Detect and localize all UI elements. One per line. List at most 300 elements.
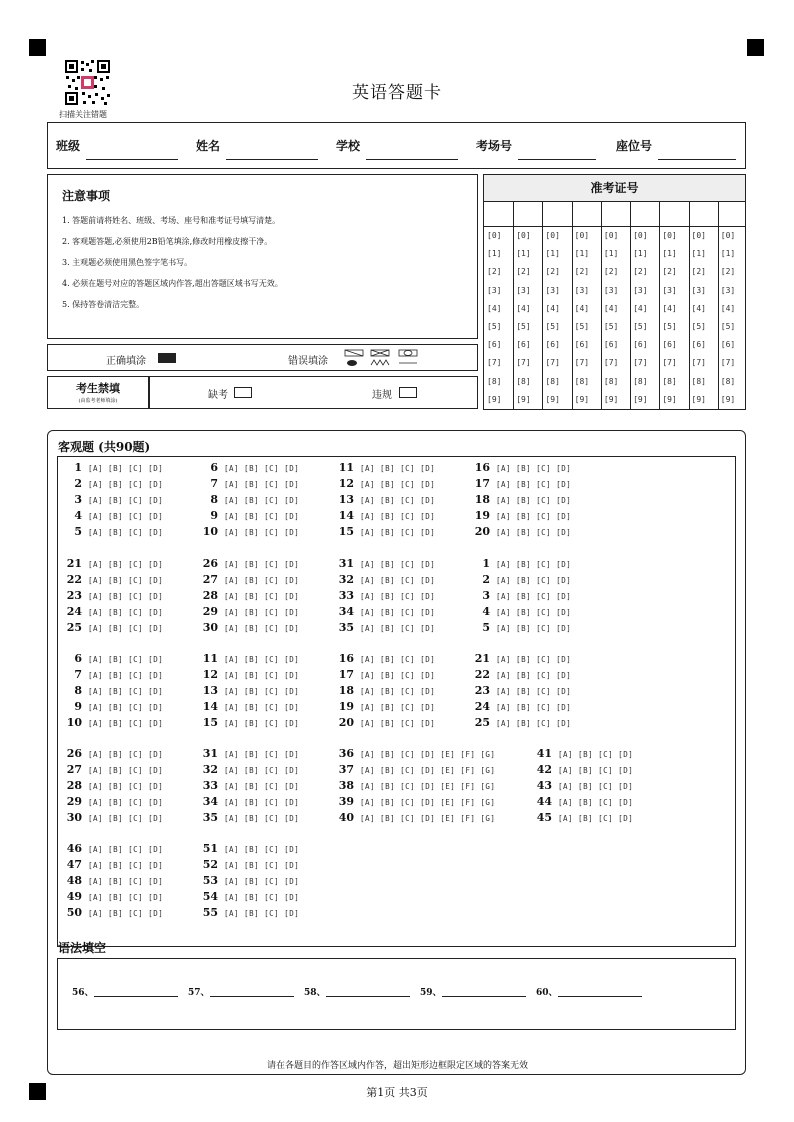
admission-digit-bubble[interactable]: [2] [516, 267, 531, 277]
admission-digit-bubble[interactable]: [4] [662, 303, 677, 313]
blank-answer-line[interactable] [442, 996, 526, 997]
question-number: 25 [66, 621, 82, 634]
question-number: 10 [66, 716, 82, 729]
student-info-bar [47, 122, 746, 169]
violation-label: 违规 [372, 390, 392, 401]
answer-bubbles[interactable]: [A] [B] [C] [D] [224, 814, 300, 823]
admission-digit-bubble[interactable]: [0] [603, 231, 619, 240]
answer-bubbles[interactable]: [A] [B] [C] [D] [224, 464, 300, 473]
answer-bubbles[interactable]: [A] [B] [C] [D] [360, 528, 436, 537]
answer-bubbles[interactable]: [A] [B] [C] [D] [360, 576, 436, 585]
question-number: 11 [202, 652, 218, 665]
admission-digit-bubble[interactable]: [6] [516, 340, 531, 350]
answer-bubbles[interactable]: [A] [B] [C] [D] [496, 464, 572, 473]
question-number: 38 [338, 779, 354, 792]
question-number: 25 [474, 716, 490, 729]
question-number: 22 [474, 668, 490, 681]
admission-digit-bubble[interactable]: [2] [662, 267, 677, 277]
question-number: 2 [482, 573, 490, 586]
answer-bubbles[interactable]: [A] [B] [C] [D] [496, 560, 572, 569]
divider [601, 202, 602, 409]
admission-digit-bubble[interactable]: [2] [633, 267, 648, 277]
question-number: 26 [202, 557, 218, 570]
admission-digit-bubble[interactable]: [6] [662, 340, 677, 350]
admission-digit-bubble[interactable]: [8] [516, 376, 531, 386]
answer-bubbles[interactable]: [A] [B] [C] [D] [88, 893, 164, 902]
question-number: 47 [66, 858, 82, 871]
question-number: 44 [536, 795, 552, 808]
question-number: 36 [338, 747, 354, 760]
answer-bubbles[interactable]: [A] [B] [C] [D] [88, 782, 164, 791]
absent-label: 缺考 [208, 390, 228, 401]
blank-answer-line[interactable] [210, 996, 294, 997]
admission-digit-bubble[interactable]: [9] [633, 394, 648, 404]
answer-bubbles[interactable]: [A] [B] [C] [D] [496, 624, 572, 633]
question-number: 52 [202, 858, 218, 871]
question-number: 19 [338, 700, 354, 713]
question-number: 31 [338, 557, 354, 570]
admission-digit-bubble[interactable]: [8] [603, 376, 619, 386]
answer-bubbles[interactable]: [A] [B] [C] [D] [224, 528, 300, 537]
question-number: 43 [536, 779, 552, 792]
admission-digit-bubble[interactable]: [5] [691, 322, 706, 331]
question-number: 9 [210, 509, 218, 522]
admission-digit-bubble[interactable]: [0] [516, 231, 531, 240]
answer-bubbles[interactable]: [A] [B] [C] [D] [496, 592, 572, 601]
registration-mark-top-right [747, 39, 764, 56]
admission-digit-bubble[interactable]: [5] [516, 322, 531, 331]
admission-digit-bubble[interactable]: [1] [720, 249, 736, 259]
divider [630, 202, 631, 409]
answer-bubbles[interactable]: [A] [B] [C] [D] [224, 655, 300, 664]
admission-digit-bubble[interactable]: [5] [720, 322, 736, 331]
question-number: 4 [74, 509, 82, 522]
answer-bubbles[interactable]: [A] [B] [C] [D] [88, 496, 164, 505]
question-number: 2 [74, 477, 82, 490]
answer-bubbles[interactable]: [A] [B] [C] [D] [360, 624, 436, 633]
blank-answer-line[interactable] [558, 996, 642, 997]
question-number: 6 [210, 461, 218, 474]
question-number: 46 [66, 842, 82, 855]
question-number: 27 [202, 573, 218, 586]
question-number: 28 [202, 589, 218, 602]
answer-bubbles[interactable]: [A] [B] [C] [D] [224, 608, 300, 617]
question-number: 29 [66, 795, 82, 808]
answer-bubbles[interactable]: [A] [B] [C] [D] [224, 687, 300, 696]
answer-bubbles[interactable]: [A] [B] [C] [D] [E] [F] [G] [360, 766, 496, 775]
admission-digit-bubble[interactable]: [5] [603, 322, 619, 331]
admission-digit-bubble[interactable]: [3] [603, 285, 619, 295]
answer-bubbles[interactable]: [A] [B] [C] [D] [360, 512, 436, 521]
school-field[interactable] [366, 159, 458, 160]
answer-bubbles[interactable]: [A] [B] [C] [D] [360, 719, 436, 728]
question-number: 7 [74, 668, 82, 681]
answer-bubbles[interactable]: [A] [B] [C] [D] [496, 719, 572, 728]
answer-bubbles[interactable]: [A] [B] [C] [D] [360, 560, 436, 569]
admission-digit-bubble[interactable]: [6] [691, 340, 706, 350]
answer-bubbles[interactable]: [A] [B] [C] [D] [88, 798, 164, 807]
answer-bubbles[interactable]: [A] [B] [C] [D] [558, 798, 634, 807]
admission-digit-bubble[interactable]: [8] [633, 376, 648, 386]
answer-bubbles[interactable]: [A] [B] [C] [D] [360, 464, 436, 473]
question-number: 18 [474, 493, 490, 506]
admission-digit-bubble[interactable]: [8] [691, 376, 706, 386]
admission-digit-bubble[interactable]: [3] [516, 285, 531, 295]
answer-bubbles[interactable]: [A] [B] [C] [D] [88, 528, 164, 537]
answer-bubbles[interactable]: [A] [B] [C] [D] [224, 512, 300, 521]
admission-digit-bubble[interactable]: [4] [545, 303, 560, 313]
question-number: 17 [474, 477, 490, 490]
admission-digit-bubble[interactable]: [9] [487, 394, 502, 404]
question-number: 8 [74, 684, 82, 697]
blank-answer-line[interactable] [326, 996, 410, 997]
admission-digit-bubble[interactable]: [0] [487, 231, 502, 240]
grammar-title: 语法填空 [58, 941, 107, 955]
question-number: 5 [74, 525, 82, 538]
admission-digit-bubble[interactable]: [7] [633, 358, 648, 368]
answer-bubbles[interactable]: [A] [B] [C] [D] [224, 782, 300, 791]
grammar-answer-area [57, 958, 736, 1030]
answer-bubbles[interactable]: [A] [B] [C] [D] [496, 480, 572, 489]
answer-bubbles[interactable]: [A] [B] [C] [D] [224, 877, 300, 886]
question-number: 17 [338, 668, 354, 681]
absent-checkbox[interactable] [234, 387, 252, 398]
admission-digit-bubble[interactable]: [0] [720, 231, 736, 240]
admission-digit-bubble[interactable]: [4] [691, 303, 706, 313]
admission-digit-bubble[interactable]: [1] [574, 249, 590, 259]
admission-digit-bubble[interactable]: [6] [487, 340, 502, 350]
admission-digit-bubble[interactable]: [2] [487, 267, 502, 277]
question-number: 48 [66, 874, 82, 887]
admission-digit-bubble[interactable]: [7] [516, 358, 531, 368]
question-number: 6 [74, 652, 82, 665]
answer-bubbles[interactable]: [A] [B] [C] [D] [496, 512, 572, 521]
blank-number: 60、 [536, 988, 558, 998]
name-field[interactable] [226, 159, 318, 160]
admission-digit-bubble[interactable]: [4] [633, 303, 648, 313]
question-number: 16 [338, 652, 354, 665]
answer-bubbles[interactable]: [A] [B] [C] [D] [E] [F] [G] [360, 814, 496, 823]
answer-bubbles[interactable]: [A] [B] [C] [D] [224, 861, 300, 870]
question-number: 32 [202, 763, 218, 776]
divider [484, 226, 745, 227]
question-number: 9 [74, 700, 82, 713]
answer-bubbles[interactable]: [A] [B] [C] [D] [E] [F] [G] [360, 782, 496, 791]
answer-bubbles[interactable]: [A] [B] [C] [D] [88, 845, 164, 854]
admission-digit-bubble[interactable]: [0] [545, 231, 560, 240]
name-label: 姓名 [196, 139, 221, 153]
answer-bubbles[interactable]: [A] [B] [C] [D] [360, 703, 436, 712]
admission-digit-bubble[interactable]: [5] [487, 322, 502, 331]
answer-bubbles[interactable]: [A] [B] [C] [D] [558, 750, 634, 759]
answer-bubbles[interactable]: [A] [B] [C] [D] [496, 576, 572, 585]
notice-box [47, 174, 478, 339]
admission-digit-bubble[interactable]: [9] [720, 394, 736, 404]
seat-field[interactable] [658, 159, 736, 160]
question-number: 49 [66, 890, 82, 903]
admission-digit-bubble[interactable]: [6] [633, 340, 648, 350]
answer-bubbles[interactable]: [A] [B] [C] [D] [88, 719, 164, 728]
admission-digit-bubble[interactable]: [9] [545, 394, 560, 404]
blank-answer-line[interactable] [94, 996, 178, 997]
admission-digit-bubble[interactable]: [3] [662, 285, 677, 295]
admission-digit-bubble[interactable]: [6] [603, 340, 619, 350]
wrong-fill-icons [343, 348, 423, 368]
answer-bubbles[interactable]: [A] [B] [C] [D] [224, 893, 300, 902]
wrong-fill-label: 错误填涂 [288, 356, 328, 367]
admission-digit-bubble[interactable]: [5] [574, 322, 590, 331]
answer-bubbles[interactable]: [A] [B] [C] [D] [88, 814, 164, 823]
question-number: 21 [66, 557, 82, 570]
answer-bubbles[interactable]: [A] [B] [C] [D] [360, 480, 436, 489]
answer-bubbles[interactable]: [A] [B] [C] [D] [224, 719, 300, 728]
admission-digit-bubble[interactable]: [4] [487, 303, 502, 313]
question-number: 30 [202, 621, 218, 634]
admission-digit-bubble[interactable]: [1] [487, 249, 502, 259]
admission-digit-bubble[interactable]: [1] [633, 249, 648, 259]
exam-room-field[interactable] [518, 159, 596, 160]
answer-bubbles[interactable]: [A] [B] [C] [D] [88, 624, 164, 633]
answer-bubbles[interactable]: [A] [B] [C] [D] [360, 687, 436, 696]
admission-digit-bubble[interactable]: [8] [574, 376, 590, 386]
answer-bubbles[interactable]: [A] [B] [C] [D] [224, 909, 300, 918]
question-number: 35 [338, 621, 354, 634]
answer-bubbles[interactable]: [A] [B] [C] [D] [224, 560, 300, 569]
answer-bubbles[interactable]: [A] [B] [C] [D] [88, 464, 164, 473]
notice-line: 3. 主观题必须使用黑色签字笔书写。 [62, 258, 193, 267]
answer-bubbles[interactable]: [A] [B] [C] [D] [224, 750, 300, 759]
admission-digit-bubble[interactable]: [8] [487, 376, 502, 386]
answer-bubbles[interactable]: [A] [B] [C] [D] [88, 877, 164, 886]
admission-digit-bubble[interactable]: [2] [720, 267, 736, 277]
question-number: 20 [338, 716, 354, 729]
question-number: 33 [338, 589, 354, 602]
answer-bubbles[interactable]: [A] [B] [C] [D] [224, 624, 300, 633]
question-number: 14 [202, 700, 218, 713]
answer-bubbles[interactable]: [A] [B] [C] [D] [224, 671, 300, 680]
question-number: 34 [202, 795, 218, 808]
answer-bubbles[interactable]: [A] [B] [C] [D] [224, 845, 300, 854]
answer-bubbles[interactable]: [A] [B] [C] [D] [88, 766, 164, 775]
admission-digit-bubble[interactable]: [7] [603, 358, 619, 368]
blank-number: 56、 [72, 988, 94, 998]
class-label: 班级 [56, 139, 81, 153]
admission-digit-bubble[interactable]: [3] [691, 285, 706, 295]
admission-title: 准考证号 [484, 175, 745, 202]
notice-line: 4. 必须在题号对应的答题区域内作答,超出答题区域书写无效。 [62, 279, 283, 288]
answer-bubbles[interactable]: [A] [B] [C] [D] [496, 528, 572, 537]
question-number: 1 [74, 461, 82, 474]
question-number: 10 [202, 525, 218, 538]
admission-digit-bubble[interactable]: [5] [633, 322, 648, 331]
staff-only-title: 考生禁填 [76, 382, 120, 395]
admission-digit-bubble[interactable]: [4] [516, 303, 531, 313]
qr-caption: 扫描关注错题 [59, 110, 107, 119]
question-number: 13 [338, 493, 354, 506]
correct-fill-label: 正确填涂 [106, 356, 146, 367]
admission-digit-bubble[interactable]: [3] [574, 285, 590, 295]
answer-bubbles[interactable]: [A] [B] [C] [D] [360, 608, 436, 617]
notice-title: 注意事项 [62, 189, 111, 203]
admission-digit-bubble[interactable]: [8] [662, 376, 677, 386]
question-number: 11 [338, 461, 354, 474]
admission-digit-bubble[interactable]: [3] [487, 285, 502, 295]
answer-bubbles[interactable]: [A] [B] [C] [D] [558, 766, 634, 775]
admission-digit-bubble[interactable]: [0] [691, 231, 706, 240]
question-number: 8 [210, 493, 218, 506]
divider [659, 202, 660, 409]
admission-digit-bubble[interactable]: [0] [574, 231, 590, 240]
admission-digit-bubble[interactable]: [9] [574, 394, 590, 404]
answer-bubbles[interactable]: [A] [B] [C] [D] [496, 608, 572, 617]
question-number: 23 [474, 684, 490, 697]
answer-bubbles[interactable]: [A] [B] [C] [D] [88, 592, 164, 601]
answer-bubbles[interactable]: [A] [B] [C] [D] [558, 782, 634, 791]
answer-bubbles[interactable]: [A] [B] [C] [D] [88, 655, 164, 664]
answer-bubbles[interactable]: [A] [B] [C] [D] [88, 560, 164, 569]
admission-digit-bubble[interactable]: [2] [545, 267, 560, 277]
answer-bubbles[interactable]: [A] [B] [C] [D] [496, 496, 572, 505]
question-number: 13 [202, 684, 218, 697]
admission-digit-bubble[interactable]: [4] [574, 303, 590, 313]
fill-example-box [47, 344, 478, 371]
admission-digit-bubble[interactable]: [5] [545, 322, 560, 331]
admission-digit-bubble[interactable]: [4] [603, 303, 619, 313]
admission-digit-bubble[interactable]: [4] [720, 303, 736, 313]
question-number: 21 [474, 652, 490, 665]
admission-digit-bubble[interactable]: [7] [662, 358, 677, 368]
question-number: 5 [482, 621, 490, 634]
answer-bubbles[interactable]: [A] [B] [C] [D] [E] [F] [G] [360, 798, 496, 807]
question-number: 16 [474, 461, 490, 474]
answer-bubbles[interactable]: [A] [B] [C] [D] [88, 480, 164, 489]
notice-line: 5. 保持答卷清洁完整。 [62, 300, 145, 309]
answer-bubbles[interactable]: [A] [B] [C] [D] [88, 576, 164, 585]
answer-bubbles[interactable]: [A] [B] [C] [D] [E] [F] [G] [360, 750, 496, 759]
admission-digit-bubble[interactable]: [7] [574, 358, 590, 368]
staff-only-note: (由监考老师填涂) [78, 398, 118, 404]
school-label: 学校 [336, 139, 361, 153]
question-number: 24 [66, 605, 82, 618]
question-number: 15 [338, 525, 354, 538]
admission-digit-bubble[interactable]: [0] [662, 231, 677, 240]
violation-checkbox[interactable] [399, 387, 417, 398]
question-number: 53 [202, 874, 218, 887]
answer-bubbles[interactable]: [A] [B] [C] [D] [88, 608, 164, 617]
answer-bubbles[interactable]: [A] [B] [C] [D] [224, 766, 300, 775]
admission-digit-bubble[interactable]: [7] [545, 358, 560, 368]
admission-digit-bubble[interactable]: [1] [662, 249, 677, 259]
answer-bubbles[interactable]: [A] [B] [C] [D] [224, 798, 300, 807]
answer-bubbles[interactable]: [A] [B] [C] [D] [224, 703, 300, 712]
answer-bubbles[interactable]: [A] [B] [C] [D] [496, 687, 572, 696]
admission-digit-bubble[interactable]: [6] [720, 340, 736, 350]
admission-number-box [483, 174, 746, 410]
divider [689, 202, 690, 409]
answer-bubbles[interactable]: [A] [B] [C] [D] [496, 655, 572, 664]
admission-digit-bubble[interactable]: [8] [545, 376, 560, 386]
question-number: 23 [66, 589, 82, 602]
admission-digit-bubble[interactable]: [2] [691, 267, 706, 277]
admission-digit-bubble[interactable]: [1] [691, 249, 706, 259]
question-number: 55 [202, 906, 218, 919]
admission-digit-bubble[interactable]: [2] [574, 267, 590, 277]
admission-digit-bubble[interactable]: [6] [545, 340, 560, 350]
question-number: 37 [338, 763, 354, 776]
question-number: 1 [482, 557, 490, 570]
answer-bubbles[interactable]: [A] [B] [C] [D] [88, 671, 164, 680]
answer-bubbles[interactable]: [A] [B] [C] [D] [558, 814, 634, 823]
question-number: 27 [66, 763, 82, 776]
admission-digit-bubble[interactable]: [7] [691, 358, 706, 368]
registration-mark-top-left [29, 39, 46, 56]
class-field[interactable] [86, 159, 178, 160]
admission-digit-bubble[interactable]: [3] [545, 285, 560, 295]
admission-digit-bubble[interactable]: [3] [633, 285, 648, 295]
answer-bubbles[interactable]: [A] [B] [C] [D] [496, 671, 572, 680]
question-number: 33 [202, 779, 218, 792]
question-number: 31 [202, 747, 218, 760]
admission-digit-bubble[interactable]: [9] [516, 394, 531, 404]
question-number: 19 [474, 509, 490, 522]
answer-bubbles[interactable]: [A] [B] [C] [D] [88, 512, 164, 521]
question-number: 4 [482, 605, 490, 618]
admission-digit-bubble[interactable]: [1] [603, 249, 619, 259]
answer-bubbles[interactable]: [A] [B] [C] [D] [360, 592, 436, 601]
admission-digit-bubble[interactable]: [1] [545, 249, 560, 259]
question-number: 18 [338, 684, 354, 697]
question-number: 40 [338, 811, 354, 824]
admission-digit-bubble[interactable]: [7] [720, 358, 736, 368]
admission-digit-bubble[interactable]: [7] [487, 358, 502, 368]
question-number: 30 [66, 811, 82, 824]
admission-digit-bubble[interactable]: [3] [720, 285, 736, 295]
answer-bubbles[interactable]: [A] [B] [C] [D] [224, 576, 300, 585]
correct-fill-swatch [158, 353, 176, 363]
question-number: 26 [66, 747, 82, 760]
question-number: 54 [202, 890, 218, 903]
admission-digit-bubble[interactable]: [9] [603, 394, 619, 404]
question-number: 3 [74, 493, 82, 506]
answer-bubbles[interactable]: [A] [B] [C] [D] [360, 655, 436, 664]
answer-bubbles[interactable]: [A] [B] [C] [D] [88, 861, 164, 870]
admission-digit-bubble[interactable]: [5] [662, 322, 677, 331]
answer-bubbles[interactable]: [A] [B] [C] [D] [224, 496, 300, 505]
answer-bubbles[interactable]: [A] [B] [C] [D] [224, 592, 300, 601]
answer-bubbles[interactable]: [A] [B] [C] [D] [360, 671, 436, 680]
sheet-title: 英语答题卡 [352, 83, 442, 103]
admission-digit-bubble[interactable]: [1] [516, 249, 531, 259]
question-number: 3 [482, 589, 490, 602]
answer-bubbles[interactable]: [A] [B] [C] [D] [496, 703, 572, 712]
answer-bubbles[interactable]: [A] [B] [C] [D] [88, 909, 164, 918]
notice-line: 1. 答题前请将姓名、班级、考场、座号和准考证号填写清楚。 [62, 216, 281, 225]
admission-digit-bubble[interactable]: [2] [603, 267, 619, 277]
admission-digit-bubble[interactable]: [0] [633, 231, 648, 240]
objective-title: 客观题 (共90题) [58, 440, 151, 454]
answer-bubbles[interactable]: [A] [B] [C] [D] [224, 480, 300, 489]
admission-digit-bubble[interactable]: [6] [574, 340, 590, 350]
admission-digit-bubble[interactable]: [8] [720, 376, 736, 386]
answer-bubbles[interactable]: [A] [B] [C] [D] [360, 496, 436, 505]
question-number: 28 [66, 779, 82, 792]
answer-bubbles[interactable]: [A] [B] [C] [D] [88, 687, 164, 696]
admission-digit-bubble[interactable]: [9] [691, 394, 706, 404]
admission-digit-bubble[interactable]: [9] [662, 394, 677, 404]
question-number: 20 [474, 525, 490, 538]
answer-bubbles[interactable]: [A] [B] [C] [D] [88, 703, 164, 712]
answer-bubbles[interactable]: [A] [B] [C] [D] [88, 750, 164, 759]
